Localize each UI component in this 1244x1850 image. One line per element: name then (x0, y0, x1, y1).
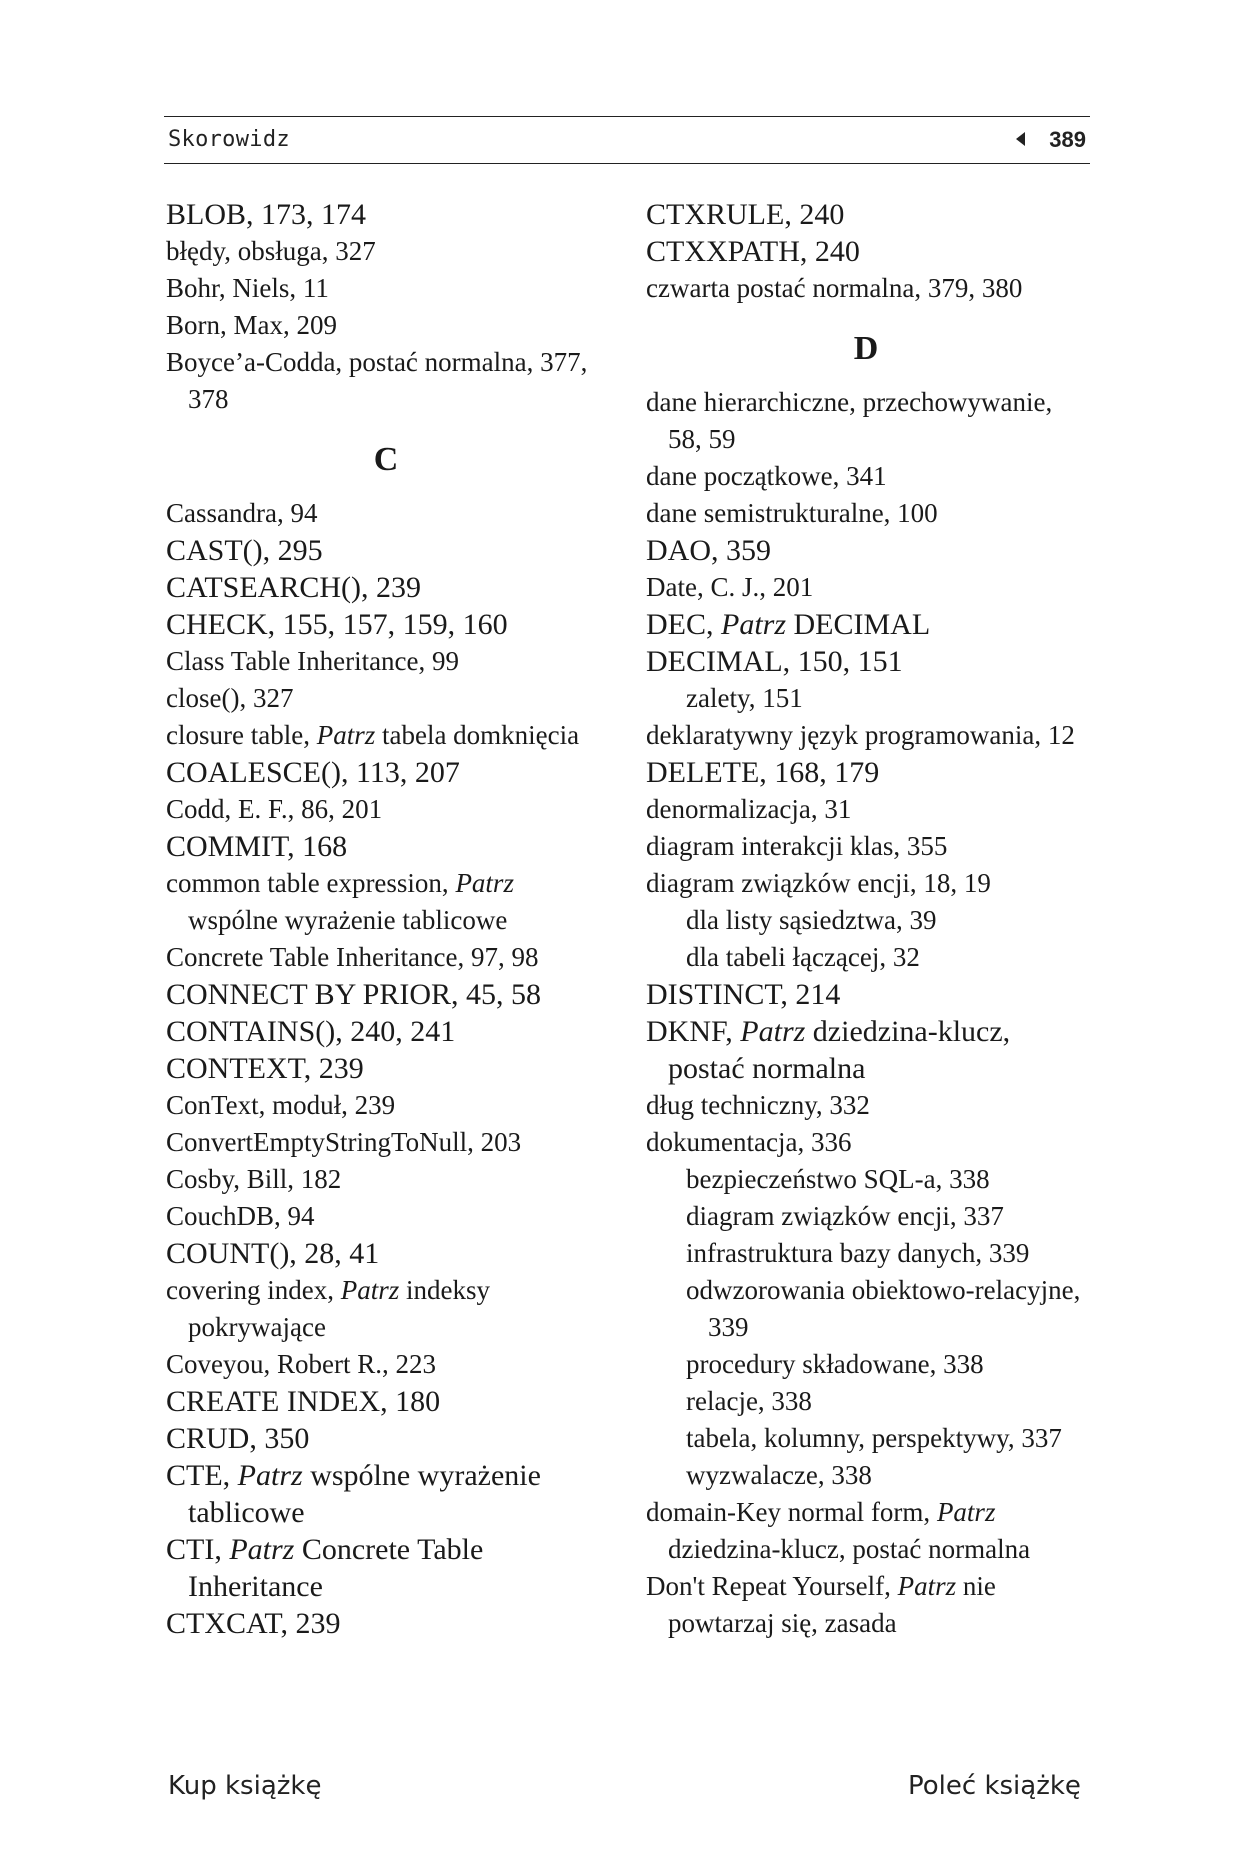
cross-reference-target: wspólne wyrażenie tablicowe (188, 1459, 541, 1529)
index-entry (646, 384, 1086, 458)
cross-reference-target: tabela domknięcia (375, 720, 580, 750)
left-triangle-icon (1016, 132, 1025, 146)
entry-term: CTXRULE, 240 (646, 198, 845, 231)
index-entry (166, 1161, 606, 1198)
entry-term: denormalizacja, 31 (646, 794, 852, 824)
entries-d (646, 384, 1086, 1642)
cross-reference-label: Patrz (740, 1015, 806, 1048)
cross-reference-target: Concrete Table Inheritance (188, 1533, 484, 1603)
entry-term: DISTINCT, 214 (646, 978, 841, 1011)
cross-reference-target: DECIMAL (786, 608, 931, 641)
index-subentry (646, 1457, 1086, 1494)
entry-term: CTXCAT, 239 (166, 1607, 341, 1640)
index-entry (646, 1087, 1086, 1124)
entry-term: procedury składowane, 338 (686, 1349, 984, 1379)
index-entry (646, 865, 1086, 902)
index-subentry (646, 939, 1086, 976)
index-entry (166, 643, 606, 680)
entry-term: Don't Repeat Yourself, (646, 1571, 898, 1601)
recommend-book-link[interactable]: Poleć książkę (908, 1771, 1081, 1801)
entry-term: bezpieczeństwo SQL-a, 338 (686, 1164, 990, 1194)
entry-term: zalety, 151 (686, 683, 803, 713)
index-entry (166, 791, 606, 828)
entry-term: odwzorowania obiektowo-relacyjne, 339 (686, 1275, 1081, 1342)
index-subentry (646, 1346, 1086, 1383)
entry-term: Class Table Inheritance, 99 (166, 646, 460, 676)
index-entry (166, 1087, 606, 1124)
index-entry (646, 828, 1086, 865)
entry-term: CONTAINS(), 240, 241 (166, 1015, 456, 1048)
entry-term: diagram interakcji klas, 355 (646, 831, 948, 861)
entry-term: dla tabeli łączącej, 32 (686, 942, 920, 972)
index-entry (166, 233, 606, 270)
index-entry (166, 307, 606, 344)
index-entry (166, 1457, 606, 1531)
entry-term: CONTEXT, 239 (166, 1052, 364, 1085)
index-entry (646, 532, 1086, 569)
index-entry (166, 344, 606, 418)
index-entry (166, 1272, 606, 1346)
index-subentry (646, 1198, 1086, 1235)
cross-reference-target: dziedzina-klucz, postać normalna (668, 1015, 1011, 1085)
index-entry (646, 606, 1086, 643)
index-entry (646, 1013, 1086, 1087)
entry-term: Date, C. J., 201 (646, 572, 814, 602)
index-entry (166, 1531, 606, 1605)
index-entry (646, 976, 1086, 1013)
index-column-left (166, 196, 606, 1642)
entry-term: błędy, obsługa, 327 (166, 236, 376, 266)
index-entry (166, 680, 606, 717)
entry-term: dla listy sąsiedztwa, 39 (686, 905, 937, 935)
entry-term: Coveyou, Robert R., 223 (166, 1349, 436, 1379)
index-entry (646, 717, 1086, 754)
entry-term: COMMIT, 168 (166, 830, 348, 863)
index-subentry (646, 1235, 1086, 1272)
entry-term: ConvertEmptyStringToNull, 203 (166, 1127, 522, 1157)
cross-reference-label: Patrz (340, 1275, 400, 1305)
cross-reference-target: wspólne wyrażenie tablicowe (188, 905, 508, 935)
cross-reference-target: nie powtarzaj się, zasada (668, 1571, 996, 1638)
entry-term: CHECK, 155, 157, 159, 160 (166, 608, 508, 641)
index-entry (166, 1383, 606, 1420)
index-entry (166, 532, 606, 569)
entry-term: covering index, (166, 1275, 341, 1305)
index-subentry (646, 1161, 1086, 1198)
index-entry (646, 495, 1086, 532)
entry-term: domain-Key normal form, (646, 1497, 937, 1527)
entry-term: DKNF, (646, 1015, 741, 1048)
index-entry (646, 196, 1086, 233)
index-entry (166, 717, 606, 754)
entry-term: diagram związków encji, 337 (686, 1201, 1004, 1231)
index-entry (166, 1050, 606, 1087)
page-number: 389 (1049, 127, 1086, 152)
index-entry (166, 1124, 606, 1161)
entry-term: Cosby, Bill, 182 (166, 1164, 342, 1194)
index-entry (166, 865, 606, 939)
entry-term: Born, Max, 209 (166, 310, 337, 340)
entry-term: CRUD, 350 (166, 1422, 310, 1455)
entry-term: CTXXPATH, 240 (646, 235, 860, 268)
index-entry (166, 196, 606, 233)
cross-reference-label: Patrz (455, 868, 514, 898)
cross-reference-target: indeksy pokrywające (188, 1275, 490, 1342)
entry-term: dane hierarchiczne, przechowywanie, 58, 59 (646, 387, 1053, 454)
entries-before-d (646, 196, 1086, 307)
entry-term: Codd, E. F., 86, 201 (166, 794, 383, 824)
entry-term: close(), 327 (166, 683, 294, 713)
cross-reference-label: Patrz (316, 720, 376, 750)
index-entry (166, 1605, 606, 1642)
entry-term: ConText, moduł, 239 (166, 1090, 396, 1120)
index-entry (166, 569, 606, 606)
entry-term: deklaratywny język programowania, 12 (646, 720, 1075, 750)
entry-term: relacje, 338 (686, 1386, 812, 1416)
entry-term: dług techniczny, 332 (646, 1090, 870, 1120)
entry-term: diagram związków encji, 18, 19 (646, 868, 991, 898)
section-letter-d: D (853, 330, 879, 367)
buy-book-link[interactable]: Kup książkę (168, 1771, 322, 1801)
entry-term: CREATE INDEX, 180 (166, 1385, 441, 1418)
index-entry (646, 643, 1086, 680)
entry-term: Boyce’a-Codda, postać normalna, 377, 378 (166, 347, 588, 414)
index-entry (646, 1568, 1086, 1642)
index-entry (166, 270, 606, 307)
entry-term: dane początkowe, 341 (646, 461, 887, 491)
index-entry (166, 1235, 606, 1272)
index-entry (166, 606, 606, 643)
entry-term: Cassandra, 94 (166, 498, 318, 528)
page-number-box (1016, 127, 1086, 153)
index-entry (646, 458, 1086, 495)
entry-term: dane semistrukturalne, 100 (646, 498, 938, 528)
cross-reference-label: Patrz (721, 608, 787, 641)
index-subentry (646, 902, 1086, 939)
index-entry (166, 976, 606, 1013)
entry-term: CATSEARCH(), 239 (166, 571, 422, 604)
entry-term: wyzwalacze, 338 (686, 1460, 872, 1490)
entry-term: DELETE, 168, 179 (646, 756, 880, 789)
index-entry (646, 1494, 1086, 1568)
index-column-right (646, 196, 1086, 1642)
cross-reference-target: dziedzina-klucz, postać normalna (668, 1534, 1031, 1564)
index-subentry (646, 1420, 1086, 1457)
entry-term: DEC, (646, 608, 721, 641)
running-head-title: Skorowidz (168, 127, 290, 152)
index-entry (166, 1013, 606, 1050)
index-entry (646, 233, 1086, 270)
index-entry (166, 495, 606, 532)
entry-term: Concrete Table Inheritance, 97, 98 (166, 942, 539, 972)
cross-reference-label: Patrz (229, 1533, 295, 1566)
index-entry (166, 1420, 606, 1457)
entry-term: CONNECT BY PRIOR, 45, 58 (166, 978, 542, 1011)
entry-term: CouchDB, 94 (166, 1201, 315, 1231)
index-entry (646, 791, 1086, 828)
index-entry (646, 1124, 1086, 1161)
entry-term: DECIMAL, 150, 151 (646, 645, 903, 678)
section-letter-c: C (373, 441, 399, 478)
index-entry (646, 754, 1086, 791)
index-entry (646, 270, 1086, 307)
entry-term: closure table, (166, 720, 317, 750)
entry-term: COUNT(), 28, 41 (166, 1237, 380, 1270)
entries-before-c (166, 196, 606, 418)
cross-reference-label: Patrz (237, 1459, 303, 1492)
index-entry (166, 939, 606, 976)
cross-reference-label: Patrz (897, 1571, 957, 1601)
index-entry (166, 1346, 606, 1383)
index-subentry (646, 680, 1086, 717)
entry-term: dokumentacja, 336 (646, 1127, 852, 1157)
entry-term: CTI, (166, 1533, 230, 1566)
entry-term: BLOB, 173, 174 (166, 198, 367, 231)
index-entry (166, 1198, 606, 1235)
entry-term: infrastruktura bazy danych, 339 (686, 1238, 1030, 1268)
index-entry (646, 569, 1086, 606)
entry-term: common table expression, (166, 868, 456, 898)
entry-term: tabela, kolumny, perspektywy, 337 (686, 1423, 1062, 1453)
entry-term: DAO, 359 (646, 534, 771, 567)
entries-c (166, 495, 606, 1642)
entry-term: Bohr, Niels, 11 (166, 273, 329, 303)
entry-term: CTE, (166, 1459, 238, 1492)
entry-term: CAST(), 295 (166, 534, 323, 567)
index-entry (166, 754, 606, 791)
index-subentry (646, 1272, 1086, 1346)
running-header (164, 116, 1090, 164)
cross-reference-label: Patrz (936, 1497, 996, 1527)
index-entry (166, 828, 606, 865)
entry-term: COALESCE(), 113, 207 (166, 756, 460, 789)
entry-term: czwarta postać normalna, 379, 380 (646, 273, 1023, 303)
index-subentry (646, 1383, 1086, 1420)
